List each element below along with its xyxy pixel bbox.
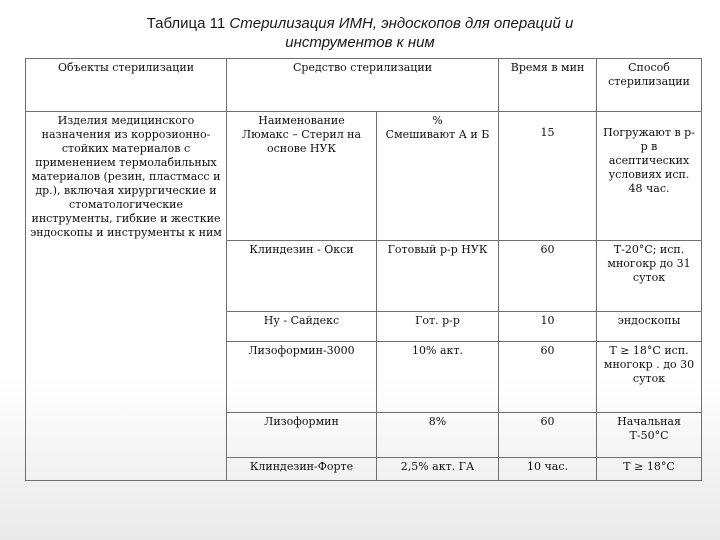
row-percent: 2,5% акт. ГА: [377, 458, 499, 481]
percent-cell: [377, 112, 499, 241]
row-time: 15: [540, 126, 555, 139]
objects-cell: Изделия медицинского назначения из коррозионно-стойких материалов с применением термолабильных материалов (резин, пластмасс и др.), включая хирургические и стоматологические инструменты, гибкие и жесткие эндоскопы и инструменты к ним: [26, 112, 227, 481]
row-percent: Гот. р-р: [377, 312, 499, 342]
title-italic-line1: Стерилизация ИМН, эндоскопов для операций и: [229, 15, 574, 32]
row-method: эндоскопы: [597, 312, 702, 342]
header-row: [26, 59, 702, 112]
subheader-percent: %: [432, 114, 443, 127]
time-cell: [499, 112, 597, 241]
title-prefix: Таблица 11: [146, 15, 230, 32]
row-method: Начальная Т-50°С: [597, 413, 702, 458]
header-objects: Объекты стерилизации: [26, 59, 227, 112]
row-name: Люмакс – Стерил на основе НУК: [241, 128, 362, 155]
row-percent: 8%: [377, 413, 499, 458]
name-cell: [227, 112, 377, 241]
row-percent: Готовый р-р НУК: [377, 241, 499, 312]
sterilization-table: [25, 58, 702, 481]
row-name: Клиндезин-Форте: [227, 458, 377, 481]
subheader-name: Наименование: [258, 114, 345, 127]
row-time: 60: [499, 413, 597, 458]
row-percent: 10% акт.: [377, 342, 499, 413]
row-method: Т ≥ 18°С исп. многокр . до 30 суток: [597, 342, 702, 413]
row-method: Т-20°С; исп. многокр до 31 суток: [597, 241, 702, 312]
table-row: [26, 112, 702, 241]
row-time: 10 час.: [499, 458, 597, 481]
row-time: 10: [499, 312, 597, 342]
title-italic-line2: инструментов к ним: [285, 34, 435, 51]
row-name: Лизоформин: [227, 413, 377, 458]
header-time: Время в мин: [499, 59, 597, 112]
row-percent: Смешивают А и Б: [385, 128, 490, 141]
row-name: Лизоформин-3000: [227, 342, 377, 413]
row-method: Погружают в р-р в асептических условиях исп. 48 час.: [603, 126, 695, 195]
page-title: [60, 14, 660, 52]
row-time: 60: [499, 241, 597, 312]
header-agent: Средство стерилизации: [227, 59, 499, 112]
header-method: Способ стерилизации: [597, 59, 702, 112]
method-cell: [597, 112, 702, 241]
row-name: Ну - Сайдекс: [227, 312, 377, 342]
row-method: Т ≥ 18°С: [597, 458, 702, 481]
row-time: 60: [499, 342, 597, 413]
row-name: Клиндезин - Окси: [227, 241, 377, 312]
